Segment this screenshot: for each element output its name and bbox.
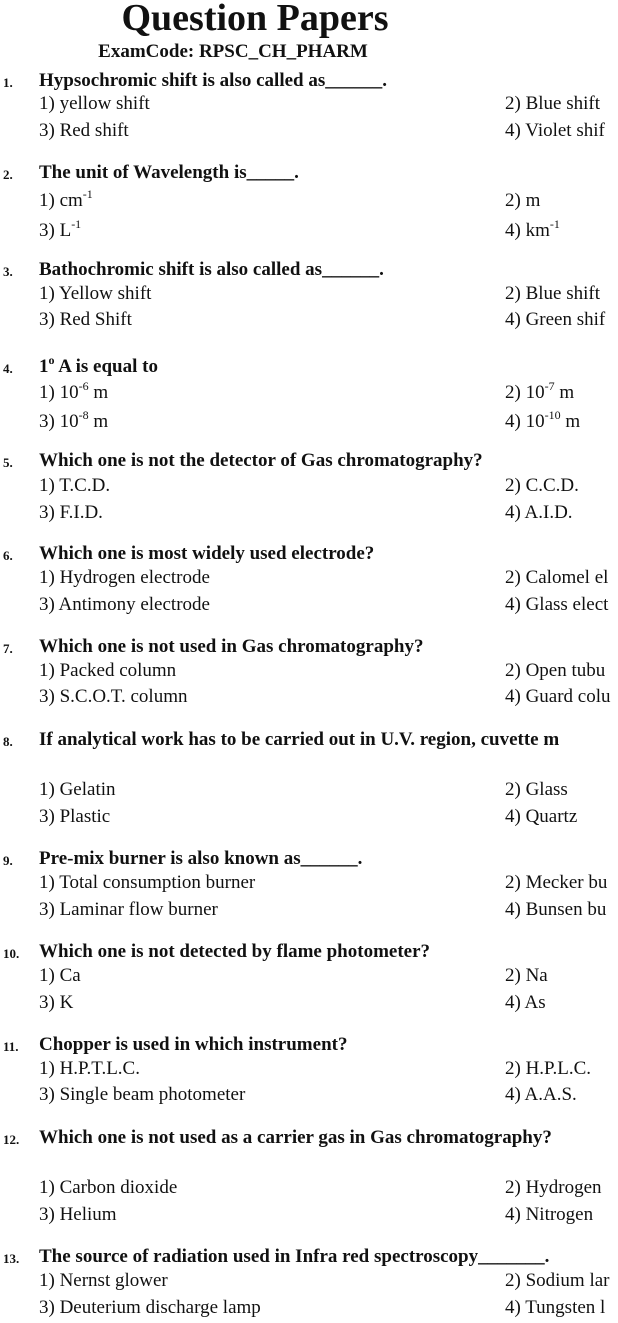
answer-option: 2) Hydrogen (505, 1177, 602, 1198)
question-number: 9. (3, 853, 13, 868)
answer-option: 4) Bunsen bu (505, 899, 607, 920)
answer-option: 4) A.I.D. (505, 502, 573, 523)
answer-option: 4) $km^{-1}$ (505, 217, 560, 241)
question-text: Hypsochromic shift is also called as______. (39, 70, 387, 91)
answer-option: 4) $10^{-10}$ m (505, 408, 581, 432)
answer-option: 4) Green shif (505, 309, 606, 330)
answer-option: 3) $L^{-1}$ (39, 217, 82, 241)
answer-option: 1) Carbon dioxide (39, 1177, 178, 1198)
question-text: Which one is not used in Gas chromatography? (39, 636, 424, 657)
answer-option: 1) Ca (39, 965, 81, 986)
answer-option: 2) C.C.D. (505, 475, 579, 496)
answer-option: 1) Gelatin (39, 779, 116, 800)
question-text: 1$^o$ A is equal to (39, 353, 158, 377)
question-number: 6. (3, 548, 13, 563)
question-number: 11. (3, 1039, 19, 1054)
exam-code: ExamCode: RPSC_CH_PHARM (98, 41, 368, 62)
answer-option: 1) $10^{-6}$ m (39, 379, 109, 403)
answer-option: 2) Open tubu (505, 660, 606, 681)
answer-option: 3) $10^{-8}$ m (39, 408, 109, 432)
answer-option: 2) Sodium lar (505, 1270, 610, 1291)
answer-option: 1) Yellow shift (39, 283, 152, 304)
question-text: Pre-mix burner is also known as______. (39, 848, 363, 869)
question-number: 13. (3, 1251, 20, 1266)
answer-option: 4) Tungsten l (505, 1297, 606, 1318)
answer-option: 1) yellow shift (39, 93, 150, 114)
answer-option: 3) K (39, 992, 74, 1013)
answer-option: 2) Mecker bu (505, 872, 608, 893)
question-number: 8. (3, 734, 13, 749)
answer-option: 1) T.C.D. (39, 475, 111, 496)
page-title: Question Papers (121, 0, 389, 39)
answer-option: 2) Calomel el (505, 567, 609, 588)
answer-option: 3) S.C.O.T. column (39, 686, 188, 707)
answer-option: 4) Nitrogen (505, 1204, 594, 1225)
answer-option: 1) H.P.T.L.C. (39, 1058, 140, 1079)
answer-option: 2) H.P.L.C. (505, 1058, 592, 1079)
answer-option: 3) Plastic (39, 806, 111, 827)
question-number: 3. (3, 264, 13, 279)
answer-option: 2) m (505, 190, 541, 211)
answer-option: 2) Glass (505, 779, 568, 800)
answer-option: 3) F.I.D. (39, 502, 103, 523)
question-number: 4. (3, 361, 13, 376)
question-number: 5. (3, 455, 13, 470)
answer-option: 1) $cm^{-1}$ (39, 187, 93, 211)
answer-option: 1) Hydrogen electrode (39, 567, 210, 588)
question-text: Chopper is used in which instrument? (39, 1034, 348, 1055)
question-text: Which one is not the detector of Gas chromatography? (39, 450, 483, 471)
answer-option: 2) Blue shift (505, 283, 600, 304)
answer-option: 4) As (505, 992, 546, 1013)
answer-option: 3) Deuterium discharge lamp (39, 1297, 261, 1318)
answer-option: 3) Helium (39, 1204, 117, 1225)
question-number: 7. (3, 641, 13, 656)
question-number: 12. (3, 1132, 20, 1147)
question-text: Bathochromic shift is also called as______. (39, 259, 384, 280)
question-number: 1. (3, 75, 13, 90)
question-text: Which one is most widely used electrode? (39, 543, 375, 564)
answer-option: 4) A.A.S. (505, 1084, 577, 1105)
answer-option: 1) Packed column (39, 660, 177, 681)
question-number: 10. (3, 946, 20, 961)
question-text: Which one is not detected by flame photometer? (39, 941, 431, 962)
answer-option: 2) Blue shift (505, 93, 600, 114)
answer-option: 3) Antimony electrode (39, 594, 210, 615)
question-text: Which one is not used as a carrier gas in Gas chromatography? (39, 1127, 552, 1148)
answer-option: 2) $10^{-7}$ m (505, 379, 575, 403)
answer-option: 4) Guard colu (505, 686, 611, 707)
answer-option: 3) Single beam photometer (39, 1084, 246, 1105)
question-text: The unit of Wavelength is_____. (39, 162, 299, 183)
answer-option: 3) Red Shift (39, 309, 132, 330)
answer-option: 4) Violet shif (505, 120, 605, 141)
answer-option: 1) Nernst glower (39, 1270, 168, 1291)
answer-option: 3) Laminar flow burner (39, 899, 218, 920)
answer-option: 2) Na (505, 965, 548, 986)
answer-option: 4) Glass elect (505, 594, 609, 615)
answer-option: 4) Quartz (505, 806, 578, 827)
question-text: If analytical work has to be carried out in U.V. region, cuvette m (39, 729, 560, 750)
answer-option: 3) Red shift (39, 120, 129, 141)
question-text: The source of radiation used in Infra red spectroscopy_______. (39, 1246, 550, 1267)
question-number: 2. (3, 167, 13, 182)
answer-option: 1) Total consumption burner (39, 872, 256, 893)
